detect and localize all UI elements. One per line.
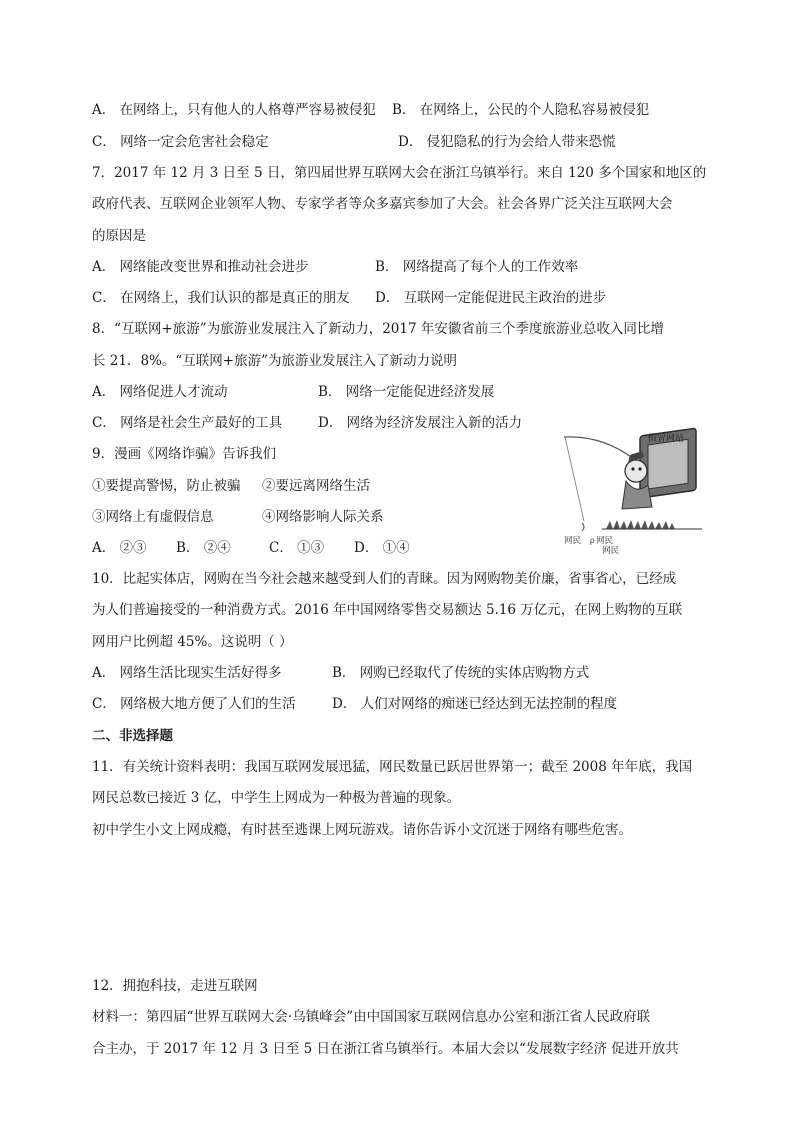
q10-option-d: D． 人们对网络的痴迷已经达到无法控制的程度: [332, 696, 618, 712]
q7-option-d: D． 互联网一定能促进民主政治的进步: [375, 290, 607, 306]
q10-stem-line3: 网用户比例超 45%。这说明（ ）: [92, 634, 293, 650]
q11-stem-line2: 网民总数已接近 3 亿，中学生上网成为一种极为普遍的现象。: [92, 790, 461, 806]
q9-item-4: ④网络影响人际关系: [262, 509, 384, 525]
q8-option-c: C． 网络是社会生产最好的工具: [92, 415, 283, 431]
q8-stem-line2: 长 21．8%。“互联网+旅游”为旅游业发展注入了新动力说明: [92, 353, 458, 369]
q10-stem-line2: 为人们普遍接受的一种消费方式。2016 年中国网络零售交易额达 5.16 万亿元，在网上购物的互联: [92, 602, 683, 618]
q9-item-1: ①要提高警惕，防止被骗: [92, 478, 241, 494]
q8-stem-line1: 8．“互联网+旅游”为旅游业发展注入了新动力，2017 年安徽省前三个季度旅游业总收入同比增: [92, 321, 664, 337]
q7-option-c: C． 在网络上，我们认识的都是真正的朋友: [92, 290, 350, 306]
q8-option-a: A． 网络促进人才流动: [92, 384, 228, 400]
q10-option-c: C． 网络极大地方便了人们的生活: [92, 696, 296, 712]
q10-option-a: A． 网络生活比现实生活好得多: [92, 665, 282, 681]
q10-option-b: B． 网购已经取代了传统的实体店购物方式: [332, 665, 590, 681]
q8-option-d: D． 网络为经济发展注入新的活力: [318, 415, 523, 431]
cartoon-label-left: 网民: [564, 536, 582, 546]
q6-option-c: C． 网络一定会危害社会稳定: [92, 134, 269, 150]
cartoon-internet-fraud: [562, 425, 704, 555]
q9-option-c: C． ①③: [269, 540, 325, 556]
q11-stem-line1: 11．有关统计资料表明：我国互联网发展迅猛，网民数量已跃居世界第一；截至 2008 年年底，我国: [92, 759, 693, 775]
q10-stem-line1: 10．比起实体店，网购在当今社会越来越受到人们的青睐。因为网购物美价廉，省事省心，已经成: [92, 571, 677, 587]
q7-stem-line2: 政府代表、互联网企业领军人物、专家学者等众多嘉宾参加了大会。社会各界广泛关注互联网大会: [92, 196, 673, 212]
q12-title: 12．拥抱科技，走进互联网: [92, 978, 258, 994]
q8-option-b: B． 网络一定能促进经济发展: [318, 384, 495, 400]
q9-item-3: ③网络上有虚假信息: [92, 509, 214, 525]
q11-stem-line3: 初中学生小文上网成瘾，有时甚至逃课上网玩游戏。请你告诉小文沉迷于网络有哪些危害。: [92, 822, 632, 838]
svg-text:ρ: ρ: [590, 536, 595, 545]
cartoon-label-right-1: 网民: [596, 536, 614, 546]
q9-stem: 9．漫画《网络诈骗》告诉我们: [92, 446, 277, 462]
q7-stem-line3: 的原因是: [92, 228, 146, 244]
q12-material-line2: 合主办，于 2017 年 12 月 3 日至 5 日在浙江省乌镇举行。本届大会以“发展数字经济 促进开放共: [92, 1041, 679, 1057]
q6-option-d: D． 侵犯隐私的行为会给人带来恐慌: [398, 134, 616, 150]
q12-material-line1: 材料一：第四届“世界互联网大会·乌镇峰会”由中国国家互联网信息办公室和浙江省人民政府联: [92, 1009, 651, 1025]
q9-option-b: B． ②④: [176, 540, 231, 556]
cartoon-sign-text: 假冒网站: [648, 434, 685, 444]
q7-option-a: A． 网络能改变世界和推动社会进步: [92, 259, 309, 275]
q9-option-a: A． ②③: [92, 540, 147, 556]
q9-item-2: ②要远离网络生活: [262, 478, 370, 494]
q9-option-d: D． ①④: [354, 540, 410, 556]
section-title-non-choice: 二、非选择题: [92, 728, 173, 744]
q6-option-a: A． 在网络上，只有他人的人格尊严容易被侵犯: [92, 102, 377, 118]
q7-option-b: B． 网络提高了每个人的工作效率: [375, 259, 579, 275]
cartoon-label-right-2: 网民: [602, 546, 620, 555]
q6-option-b: B． 在网络上，公民的个人隐私容易被侵犯: [392, 102, 650, 118]
q7-stem-line1: 7．2017 年 12 月 3 日至 5 日，第四届世界互联网大会在浙江乌镇举行。来自 120 多个国家和地区的: [92, 165, 707, 181]
